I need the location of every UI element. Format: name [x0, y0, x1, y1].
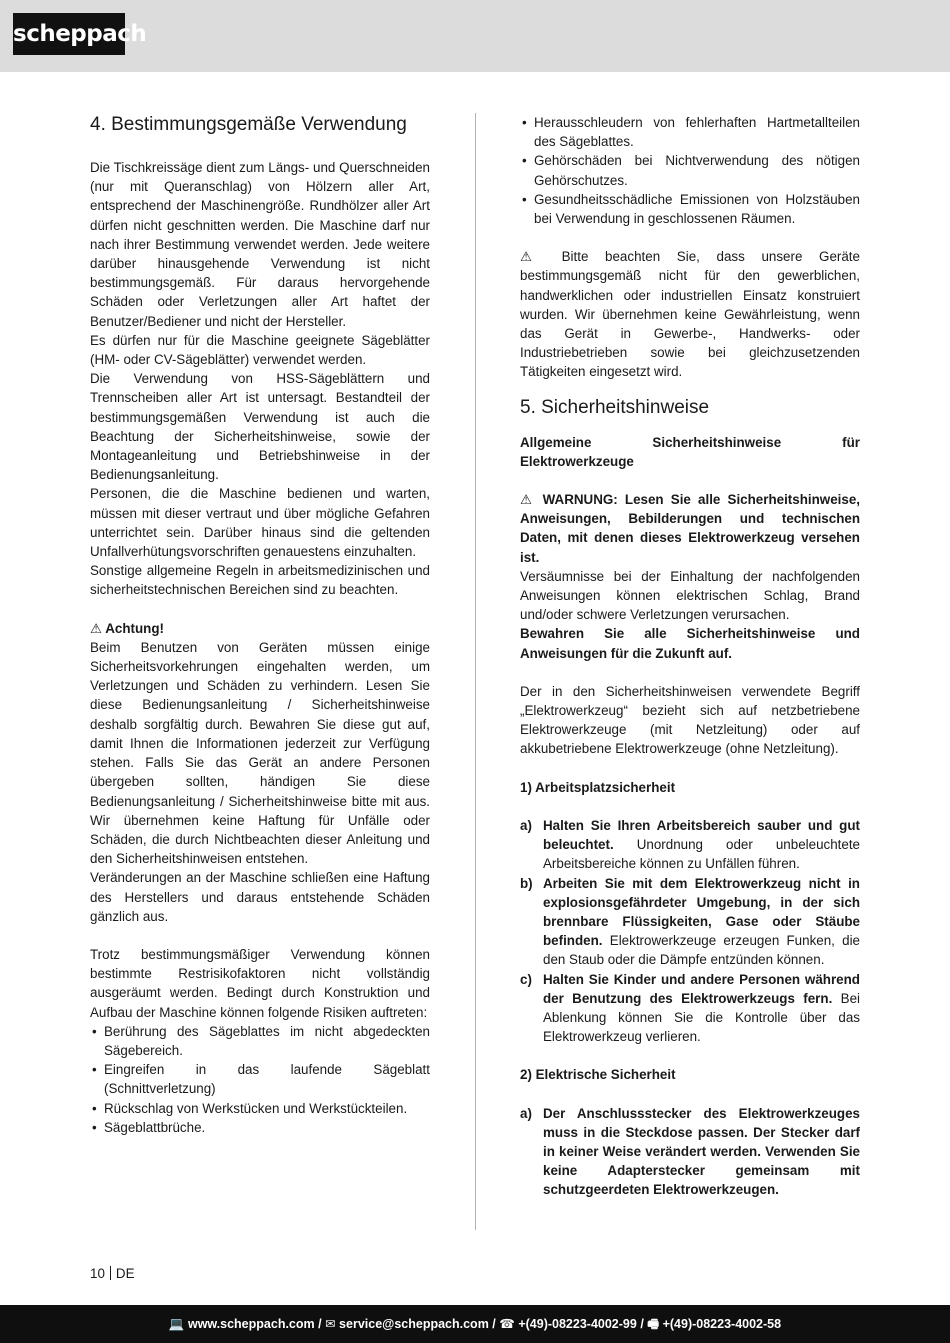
list-item: • Rückschlag von Werkstücken und Werkstückteilen. — [90, 1099, 430, 1118]
phone-number: +(49)-08223-4002-99 — [518, 1317, 637, 1331]
workplace-safety-list — [520, 816, 860, 1046]
paragraph-intended-use: Die Tischkreissäge dient zum Längs- und Querschneiden (nur mit Queranschlag) von Hölzern aller Art, entsprechend der Maschinengröße. Rundhölzer aller Art dürfen nicht geschnitten werden. Die Maschine darf nur nach ihrer Bestimmung verwendet werden. Jede weitere darüber hinausgehende Verwendung ist nicht bestimmungsgemäß. Für daraus hervorgehende Schäden oder Verletzungen aller Art haftet der Benutzer/Bediener und nicht der Hersteller. — [90, 160, 430, 329]
list-item — [520, 874, 860, 970]
paragraph-modifications: Veränderungen an der Maschine schließen eine Haftung des Herstellers und daraus entstehende Schäden gänzlich aus. — [90, 870, 430, 924]
left-column — [90, 113, 430, 1137]
page-number-value: 10 — [90, 1266, 105, 1281]
paragraph-residual-risks: Trotz bestimmungsmäßiger Verwendung können bestimmte Restrisikofaktoren nicht vollständig ausgeräumt werden. Bedingt durch Konstruktion und Aufbau der Maschine können folgende Risiken auftreten: — [90, 946, 430, 1020]
footer-separator: / — [640, 1317, 644, 1331]
page-header — [0, 0, 950, 72]
list-item: • Eingreifen in das laufende Sägeblatt (Schnittverletzung) — [90, 1060, 430, 1098]
list-item — [520, 816, 860, 874]
right-column — [520, 113, 860, 1200]
item-marker: b) — [520, 875, 533, 891]
computer-icon: 💻 — [168, 1317, 185, 1331]
subsection-workplace-safety: 1) Arbeitsplatzsicherheit — [520, 779, 676, 795]
paragraph-term-definition: Der in den Sicherheitshinweisen verwendete Begriff „Elektrowerkzeug“ bezieht sich auf netzbetriebene Elektrowerkzeuge (mit Netzleitung) oder auf akkubetriebene Elektrowerkzeuge (ohne Netzleitung). — [520, 683, 860, 757]
item-text: Bei Ablenkung können Sie die Kontrolle über das Elektrowerkzeug verlieren. — [543, 990, 860, 1045]
fax-number: +(49)-08223-4002-58 — [662, 1317, 782, 1331]
page-separator — [110, 1266, 111, 1280]
list-item: • Gesundheitsschädliche Emissionen von Holzstäuben bei Verwendung in geschlossenen Räumen. — [520, 190, 860, 228]
paragraph-precautions: Beim Benutzen von Geräten müssen einige Sicherheitsvorkehrungen eingehalten werden, um Verletzungen und Schäden zu verhindern. Lesen Sie diese Bedienungsanleitung / Sicherheitshinweise deshalb sorgfältig durch. Bewahren Sie diese gut auf, damit Ihnen die Informationen jederzeit zur Verfügung stehen. Falls Sie das Gerät an andere Personen übergeben sollten, händigen Sie diese Bedienungsanleitung / Sicherheitshinweise bitte mit aus. Wir übernehmen keine Haftung für Unfälle oder Schäden, die durch Nichtbeachten dieser Anleitung und den Sicherheitshinweisen entstehen. — [90, 639, 430, 867]
paragraph-keep-instructions: Bewahren Sie alle Sicherheitshinweise und Anweisungen für die Zukunft auf. — [520, 626, 860, 661]
page-language: DE — [115, 1266, 135, 1281]
item-marker: c) — [520, 971, 532, 987]
list-item — [520, 970, 860, 1047]
section-5-heading: 5. Sicherheitshinweise — [520, 396, 710, 418]
item-marker: a) — [520, 1105, 532, 1121]
risk-list — [90, 1022, 430, 1137]
achtung-title: Achtung! — [105, 620, 165, 636]
column-divider — [475, 113, 476, 1230]
list-item: • Sägeblattbrüche. — [90, 1118, 430, 1137]
item-bold-text: Halten Sie Ihren Arbeitsbereich sauber und gut beleuchtet. — [543, 817, 860, 853]
item-bold-text: Arbeiten Sie mit dem Elektrowerkzeug nicht in explosionsgefährdeter Umgebung, in der sich brennbare Flüssigkeiten, Gase oder Stäube befinden. — [543, 875, 860, 949]
risk-list-continued — [520, 113, 860, 228]
warning-icon: ⚠ — [520, 249, 545, 265]
mail-icon: ✉ — [325, 1317, 336, 1331]
section-4-heading: 4. Bestimmungsgemäße Verwendung — [90, 114, 407, 135]
paragraph-blades: Es dürfen nur für die Maschine geeignete Sägeblätter (HM- oder CV-Sägeblätter) verwendet werden. — [90, 332, 430, 368]
paragraph-commercial-use-note — [520, 247, 860, 381]
list-item: • Berührung des Sägeblattes im nicht abgedeckten Sägebereich. — [90, 1022, 430, 1060]
warning-icon: ⚠ — [90, 620, 103, 636]
item-text: Elektrowerkzeuge erzeugen Funken, die den Staub oder die Dämpfe entzünden können. — [543, 933, 860, 968]
scheppach-logo: scheppach — [13, 13, 125, 55]
item-bold-text: Der Anschlussstecker des Elektrowerkzeuges muss in die Steckdose passen. Der Stecker darf in keiner Weise verändert werden. Verwenden Sie keine Adapterstecker gemeinsam mit schutzgeerdeten Elektrowerkzeugen. — [543, 1105, 860, 1198]
paragraph-general-rules: Sonstige allgemeine Regeln in arbeitsmedizinischen und sicherheitstechnischen Bereichen sind zu beachten. — [90, 563, 430, 598]
achtung-heading — [90, 619, 430, 638]
warning-block — [520, 490, 860, 567]
phone-icon: ☎ — [499, 1317, 515, 1331]
email-link[interactable]: service@scheppach.com — [339, 1317, 489, 1331]
page-number — [90, 1264, 135, 1283]
item-text: Unordnung oder unbeleuchtete Arbeitsbereiche können zu Unfällen führen. — [543, 837, 860, 872]
footer-separator: / — [318, 1317, 322, 1331]
subsection-electrical-safety: 2) Elektrische Sicherheit — [520, 1067, 676, 1083]
note-text: Bitte beachten Sie, dass unsere Geräte bestimmungsgemäß nicht für den gewerblichen, handwerklichen oder industriellen Einsatz konstruiert wurden. Wir übernehmen keine Gewährleistung, wenn das Gerät in Gewerbe-, Handwerks- oder Industriebetrieben sowie bei gleichzusetzenden Tätigkeiten eingesetzt wird. — [520, 249, 860, 380]
footer-separator: / — [492, 1317, 496, 1331]
paragraph-operators: Personen, die die Maschine bedienen und warten, müssen mit dieser vertraut und über mögliche Gefahren unterrichtet sein. Darüber hinaus sind die geltenden Unfallverhütungsvorschriften genauestens einzuhalten. — [90, 486, 430, 560]
list-item — [520, 1104, 860, 1200]
warning-bold-text: WARNUNG: Lesen Sie alle Sicherheitshinweise, Anweisungen, Bebilderungen und technischen Daten, mit denen dieses Elektrowerkzeug versehen ist. — [520, 492, 860, 565]
paragraph-hss-prohibited: Die Verwendung von HSS-Sägeblättern und Trennscheiben aller Art ist untersagt. Bestandteil der bestimmungsgemäßen Verwendung ist auch die Beachtung der Sicherheitshinweise, sowie der Montageanleitung und Betriebshinweise in der Bedienungsanleitung. — [90, 371, 430, 483]
warning-icon: ⚠ — [520, 492, 536, 508]
page-footer — [0, 1305, 950, 1343]
item-bold-text: Halten Sie Kinder und andere Personen während der Benutzung des Elektrowerkzeugs fern. — [543, 971, 860, 1006]
item-marker: a) — [520, 817, 532, 833]
paragraph-warning-consequence: Versäumnisse bei der Einhaltung der nachfolgenden Anweisungen können elektrischen Schlag, Brand und/oder schwere Verletzungen verursachen. — [520, 568, 860, 623]
electrical-safety-list — [520, 1104, 860, 1200]
fax-icon: 🖷 — [647, 1317, 660, 1331]
list-item: • Herausschleudern von fehlerhaften Hartmetallteilen des Sägeblattes. — [520, 113, 860, 151]
website-link[interactable]: www.scheppach.com — [187, 1317, 315, 1331]
general-safety-subheading: Allgemeine Sicherheitshinweise für Elektrowerkzeuge — [520, 434, 860, 469]
list-item: • Gehörschäden bei Nichtverwendung des nötigen Gehörschutzes. — [520, 151, 860, 189]
